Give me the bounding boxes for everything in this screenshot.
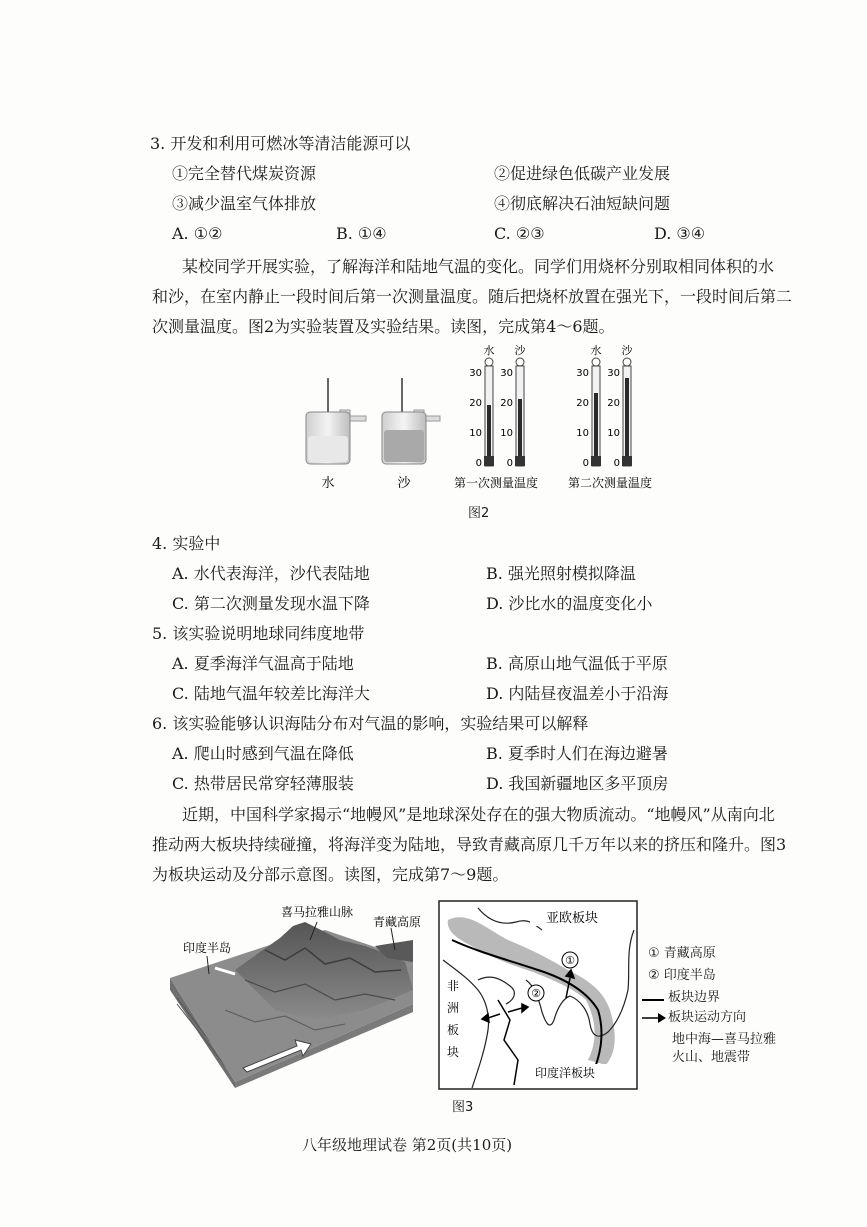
legend-belt-label-2: 火山、地震带 xyxy=(672,1050,751,1065)
label-tibet-plateau: 青藏高原 xyxy=(372,915,422,929)
figure-2-caption: 图2 xyxy=(468,506,490,521)
legend-arrow-icon xyxy=(642,1012,666,1024)
first-therm-sand xyxy=(515,358,525,466)
legend-boundary-label: 板块边界 xyxy=(668,990,721,1005)
q3-stem: 3. 开发和利用可燃冰等清洁能源可以 xyxy=(150,134,411,153)
figure-2-experiment xyxy=(280,340,680,500)
first-tick-10-sand: 10 xyxy=(500,428,513,439)
label-eurasian-plate: 亚欧板块 xyxy=(545,911,599,926)
q5-option-d: D. 内陆昼夜温差小于沿海 xyxy=(486,684,669,703)
label-india-peninsula: 印度半岛 xyxy=(182,941,232,955)
label-africa-2: 洲 xyxy=(446,1001,460,1015)
legend-belt-label-1: 地中海—喜马拉雅 xyxy=(672,1032,777,1047)
map-marker-2: ② xyxy=(531,987,541,1000)
q5-option-a: A. 夏季海洋气温高于陆地 xyxy=(172,654,354,673)
second-therm-sand xyxy=(622,358,632,466)
first-measurement-group xyxy=(454,343,538,490)
first-tick-20-water: 20 xyxy=(469,398,482,409)
beaker-label-sand: 沙 xyxy=(397,476,411,491)
q4-stem: 4. 实验中 xyxy=(152,534,221,553)
passage2-line-1: 近期，中国科学家揭示“地幔风”是地球深处存在的强大物质流动。“地幔风”从南向北 xyxy=(182,805,775,824)
legend-item-tibet: ① 青藏高原 xyxy=(648,946,716,961)
passage1-line-2: 和沙，在室内静止一段时间后第一次测量温度。随后把烧杯放置在强光下，一段时间后第二 xyxy=(152,287,793,306)
second-tick-10-sand: 10 xyxy=(607,428,620,439)
q3-item-3: ③减少温室气体排放 xyxy=(172,194,317,213)
q4-option-d: D. 沙比水的温度变化小 xyxy=(486,594,653,613)
passage2-line-2: 推动两大板块持续碰撞，将海洋变为陆地，导致青藏高原几千万年以来的挤压和隆升。图3 xyxy=(152,835,787,854)
figure-3-caption: 图3 xyxy=(452,1100,474,1115)
passage-mantle-wind xyxy=(152,800,792,890)
q3-option-a: A. ①② xyxy=(172,224,223,243)
first-tick-0-sand: 0 xyxy=(506,458,513,469)
beaker-label-water: 水 xyxy=(321,476,335,491)
q6-option-c: C. 热带居民常穿轻薄服装 xyxy=(172,774,354,793)
q6-stem: 6. 该实验能够认识海陆分布对气温的影响，实验结果可以解释 xyxy=(152,714,589,733)
passage1-line-3: 次测量温度。图2为实验装置及实验结果。读图，完成第4～6题。 xyxy=(152,317,615,336)
first-therm-label-sand: 沙 xyxy=(514,344,526,357)
legend-item-india: ② 印度半岛 xyxy=(648,968,716,983)
label-himalaya: 喜马拉雅山脉 xyxy=(280,905,354,919)
q4-option-a: A. 水代表海洋，沙代表陆地 xyxy=(172,564,370,583)
label-africa-1: 非 xyxy=(446,979,460,993)
first-tick-30-water: 30 xyxy=(469,368,482,379)
q3-item-1: ①完全替代煤炭资源 xyxy=(172,164,317,183)
second-measurement-group xyxy=(568,343,652,490)
label-africa-3: 板 xyxy=(446,1023,460,1037)
second-tick-20-sand: 20 xyxy=(607,398,620,409)
first-therm-label-water: 水 xyxy=(483,344,495,357)
q3-option-c: C. ②③ xyxy=(494,224,545,243)
second-tick-0-water: 0 xyxy=(582,458,589,469)
passage2-line-3: 为板块运动及分部示意图。读图，完成第7～9题。 xyxy=(152,865,509,884)
q5-option-b: B. 高原山地气温低于平原 xyxy=(486,654,668,673)
figure-3-plate-map xyxy=(438,900,638,1090)
q3-option-d: D. ③④ xyxy=(654,224,706,243)
first-tick-0-water: 0 xyxy=(475,458,482,469)
second-therm-label-sand: 沙 xyxy=(621,344,633,357)
q6-option-d: D. 我国新疆地区多平顶房 xyxy=(486,774,669,793)
first-tick-10-water: 10 xyxy=(469,428,482,439)
first-tick-20-sand: 20 xyxy=(500,398,513,409)
label-africa-4: 块 xyxy=(446,1045,460,1059)
sand-beaker xyxy=(382,378,440,464)
passage1-line-1: 某校同学开展实验，了解海洋和陆地气温的变化。同学们用烧杯分别取相同体积的水 xyxy=(182,257,775,276)
q5-stem: 5. 该实验说明地球同纬度地带 xyxy=(152,624,365,643)
q4-option-c: C. 第二次测量发现水温下降 xyxy=(172,594,370,613)
first-measurement-label: 第一次测量温度 xyxy=(453,476,539,490)
second-therm-water xyxy=(591,358,601,466)
passage-experiment xyxy=(152,252,792,342)
second-tick-20-water: 20 xyxy=(576,398,589,409)
q6-option-a: A. 爬山时感到气温在降低 xyxy=(172,744,354,763)
second-tick-30-water: 30 xyxy=(576,368,589,379)
first-therm-water xyxy=(484,358,494,466)
first-tick-30-sand: 30 xyxy=(500,368,513,379)
q3-item-4: ④彻底解决石油短缺问题 xyxy=(494,194,671,213)
q6-option-b: B. 夏季时人们在海边避暑 xyxy=(486,744,668,763)
second-measurement-label: 第二次测量温度 xyxy=(567,476,653,490)
map-marker-1: ① xyxy=(565,954,575,967)
legend-motion-label: 板块运动方向 xyxy=(668,1010,747,1025)
second-therm-label-water: 水 xyxy=(590,344,602,357)
q3-option-b: B. ①④ xyxy=(336,224,387,243)
q5-option-c: C. 陆地气温年较差比海洋大 xyxy=(172,684,370,703)
label-indian-ocean-plate: 印度洋板块 xyxy=(534,1066,596,1080)
q3-item-2: ②促进绿色低碳产业发展 xyxy=(494,164,671,183)
second-tick-30-sand: 30 xyxy=(607,368,620,379)
second-tick-0-sand: 0 xyxy=(613,458,620,469)
page-footer: 八年级地理试卷 第2页(共10页) xyxy=(302,1136,513,1154)
legend-boundary-swatch xyxy=(642,999,664,1001)
q4-option-b: B. 强光照射模拟降温 xyxy=(486,564,636,583)
water-beaker xyxy=(306,378,366,464)
figure-3-block-diagram xyxy=(165,900,435,1090)
second-tick-10-water: 10 xyxy=(576,428,589,439)
